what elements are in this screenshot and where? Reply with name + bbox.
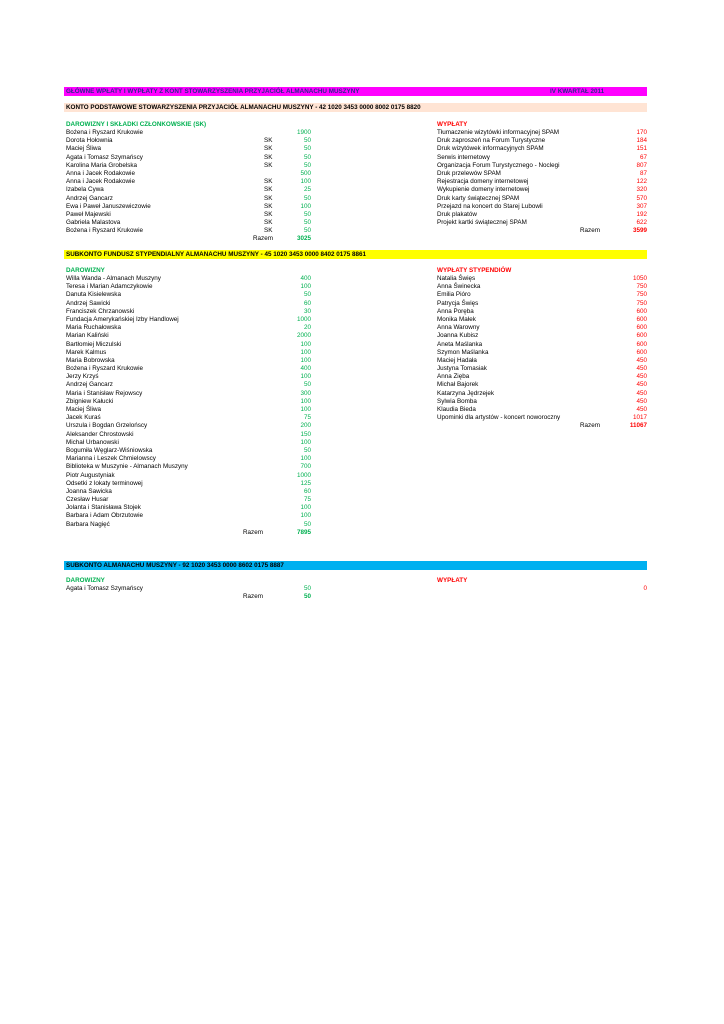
item-name: Justyna Tomasiak <box>437 365 487 373</box>
almanach-payouts-amount: 0 <box>643 585 647 592</box>
list-item <box>66 488 311 496</box>
list-item <box>66 373 311 381</box>
list-item <box>66 186 311 194</box>
item-amount: 750 <box>636 291 647 299</box>
item-name: Bożena i Ryszard Krukowie <box>66 129 143 136</box>
main-account-section <box>66 120 646 250</box>
list-item <box>66 162 311 170</box>
main-payouts-total: 3599 <box>632 227 647 235</box>
item-amount: 750 <box>636 283 647 291</box>
item-amount: 2000 <box>296 332 311 340</box>
item-name: Izabela Cywa <box>66 186 104 194</box>
item-amount: 100 <box>300 397 311 405</box>
almanach-payouts-column <box>437 576 647 593</box>
item-amount: 100 <box>300 504 311 512</box>
item-amount: 700 <box>300 463 311 471</box>
scholarship-account-section <box>66 266 646 546</box>
main-payouts-column <box>437 120 647 235</box>
item-name: Maciej Śliwa <box>66 145 101 153</box>
list-item <box>437 145 647 153</box>
item-name: Klaudia Bieda <box>437 406 476 413</box>
almanach-donations-total: 50 <box>303 593 311 601</box>
scholarship-donations-list <box>66 275 311 529</box>
list-item <box>437 373 647 381</box>
item-amount: 600 <box>636 340 647 348</box>
scholarship-donations-column <box>66 266 311 537</box>
item-amount: 1017 <box>632 414 647 422</box>
list-item <box>66 504 311 512</box>
scholarship-payouts-heading: WYPŁATY STYPENDIÓW <box>437 267 512 274</box>
item-amount: 170 <box>636 129 647 136</box>
item-tag: SK <box>264 145 273 153</box>
item-name: Organizacja Forum Turystycznego - Noclegi <box>437 161 560 169</box>
item-amount: 30 <box>303 307 311 315</box>
list-item <box>66 512 311 520</box>
list-item <box>437 178 647 186</box>
item-amount: 50 <box>303 219 311 227</box>
item-amount: 600 <box>636 315 647 323</box>
item-amount: 750 <box>636 299 647 307</box>
item-amount: 307 <box>636 202 647 210</box>
item-tag: SK <box>264 194 273 202</box>
item-name: Bartłomiej Miczulski <box>66 340 122 348</box>
item-amount: 50 <box>303 446 311 454</box>
item-amount: 50 <box>303 227 311 235</box>
item-amount: 50 <box>303 137 311 145</box>
item-name: Maria Bobrowska <box>66 356 115 364</box>
item-amount: 450 <box>636 373 647 381</box>
item-name: Michał Urbanowski <box>66 438 119 446</box>
almanach-donations-column <box>66 576 311 601</box>
list-item <box>66 431 311 439</box>
item-amount: 1000 <box>296 315 311 323</box>
item-name: Joanna Kubisz <box>437 332 479 340</box>
item-name: Andrzej Gancarz <box>66 194 113 202</box>
main-payouts-heading: WYPŁATY <box>437 121 468 128</box>
item-name: Druk wizytówek informacyjnych SPAM <box>437 145 544 153</box>
almanach-donations-list <box>66 585 311 593</box>
item-name: Karolina Maria Grobelska <box>66 161 138 169</box>
item-name: Maria Ruchałowska <box>66 324 121 332</box>
item-name: Urszula i Bogdan Grzelońscy <box>66 422 148 430</box>
item-amount: 50 <box>303 520 311 528</box>
list-item <box>437 365 647 373</box>
main-donations-heading: DAROWIZNY I SKŁADKI CZŁONKOWSKIE (SK) <box>66 121 207 128</box>
item-name: Paweł Majewski <box>66 210 111 218</box>
list-item <box>437 186 647 194</box>
list-item <box>66 480 311 488</box>
item-amount: 600 <box>636 324 647 332</box>
item-tag: SK <box>264 227 273 235</box>
list-item <box>66 178 311 186</box>
item-amount: 192 <box>636 210 647 218</box>
scholarship-payouts-list <box>437 275 647 422</box>
item-name: Anna Zięba <box>437 373 470 381</box>
item-name: Teresa i Marian Adamczykowie <box>66 283 153 291</box>
item-amount: 450 <box>636 389 647 397</box>
item-amount: 100 <box>300 406 311 413</box>
item-amount: 450 <box>636 381 647 389</box>
list-item <box>437 332 647 340</box>
item-name: Serwis internetowy <box>437 153 490 161</box>
list-item <box>437 137 647 145</box>
item-name: Druk zaproszeń na Forum Turystyczne <box>437 137 546 145</box>
list-item <box>66 308 311 316</box>
item-tag: SK <box>264 186 273 194</box>
list-item <box>437 406 647 414</box>
almanach-donations-heading: DAROWIZNY <box>66 577 105 584</box>
item-amount: 600 <box>636 307 647 315</box>
item-amount: 50 <box>303 145 311 153</box>
item-amount: 807 <box>636 161 647 169</box>
item-amount: 50 <box>303 210 311 218</box>
item-amount: 600 <box>636 332 647 340</box>
list-item <box>66 341 311 349</box>
list-item <box>66 332 311 340</box>
item-tag: SK <box>264 153 273 161</box>
list-item <box>66 381 311 389</box>
main-donations-list <box>66 129 311 235</box>
list-item <box>66 211 311 219</box>
item-name: Michał Bajorek <box>437 381 479 389</box>
item-name: Maciej Hadała <box>437 356 477 364</box>
item-amount: 450 <box>636 406 647 413</box>
item-amount: 450 <box>636 356 647 364</box>
item-amount: 100 <box>300 356 311 364</box>
list-item <box>66 219 311 227</box>
item-amount: 50 <box>303 153 311 161</box>
item-tag: SK <box>264 202 273 210</box>
list-item <box>437 349 647 357</box>
item-amount: 100 <box>300 283 311 291</box>
scholarship-account-title: SUBKONTO FUNDUSZ STYPENDIALNY ALMANACHU MUSZYNY - 45 1020 3453 0000 8402 0175 8861 <box>66 251 367 258</box>
item-name: Wykupienie domeny internetowej <box>437 186 530 194</box>
almanach-donations-total-row <box>66 593 311 601</box>
item-amount: 125 <box>300 479 311 487</box>
item-name: Anna Świnecka <box>437 283 481 291</box>
item-amount: 184 <box>636 137 647 145</box>
item-name: Bogumiła Węglarz-Wiśniowska <box>66 446 153 454</box>
list-item <box>66 154 311 162</box>
item-name: Marian Kaliński <box>66 332 109 340</box>
main-donations-total-row <box>66 235 311 243</box>
item-tag: SK <box>264 178 273 186</box>
item-name: Anna i Jacek Rodakowie <box>66 178 135 186</box>
item-name: Jolanta i Stanisława Stojek <box>66 504 141 512</box>
scholarship-account-bar <box>64 250 647 259</box>
item-amount: 87 <box>639 169 647 177</box>
almanach-account-section <box>66 576 646 606</box>
list-item <box>66 422 311 430</box>
scholarship-donations-total-label: Razem <box>243 528 263 536</box>
item-name: Emilia Pióro <box>437 291 471 299</box>
item-amount: 100 <box>300 348 311 356</box>
scholarship-donations-total-row <box>66 529 311 537</box>
list-item <box>437 414 647 422</box>
almanach-payouts-heading: WYPŁATY <box>437 577 468 584</box>
list-item <box>66 349 311 357</box>
item-name: Monika Małek <box>437 315 476 323</box>
list-item <box>437 203 647 211</box>
list-item <box>66 357 311 365</box>
item-name: Danuta Kisielewska <box>66 291 121 299</box>
list-item <box>437 283 647 291</box>
main-payouts-total-label: Razem <box>580 227 600 235</box>
scholarship-donations-total: 7895 <box>296 528 311 536</box>
item-name: Katarzyna Jędrzejek <box>437 389 495 397</box>
list-item <box>437 154 647 162</box>
list-item <box>66 291 311 299</box>
item-name: Jerzy Krzyś <box>66 373 99 381</box>
item-name: Aleksander Chrostowski <box>66 430 134 438</box>
list-item <box>66 406 311 414</box>
list-item <box>66 227 311 235</box>
list-item <box>437 170 647 178</box>
scholarship-payouts-total-label: Razem <box>580 422 600 430</box>
list-item <box>66 316 311 324</box>
list-item <box>66 414 311 422</box>
main-account-bar <box>64 103 647 112</box>
scholarship-donations-heading: DAROWIZNY <box>66 267 105 274</box>
list-item <box>66 203 311 211</box>
report-title: GŁÓWNE WPŁATY I WYPŁATY Z KONT STOWARZYSZENIA PRZYJACIÓŁ ALMANACHU MUSZYNY <box>66 88 360 95</box>
item-amount: 400 <box>300 275 311 282</box>
scholarship-payouts-total-row <box>437 422 647 430</box>
item-amount: 100 <box>300 202 311 210</box>
item-tag: SK <box>264 161 273 169</box>
main-payouts-total-row <box>437 227 647 235</box>
list-item <box>437 341 647 349</box>
item-amount: 60 <box>303 487 311 495</box>
scholarship-payouts-column <box>437 266 647 431</box>
item-amount: 150 <box>300 430 311 438</box>
item-name: Willa Wanda - Almanach Muszyny <box>66 275 161 282</box>
item-name: Biblioteka w Muszynie - Almanach Muszyny <box>66 463 188 471</box>
list-item <box>66 455 311 463</box>
item-amount: 67 <box>639 153 647 161</box>
item-amount: 570 <box>636 194 647 202</box>
item-name: Anna Poręba <box>437 307 474 315</box>
list-item <box>437 219 647 227</box>
almanach-donations-total-label: Razem <box>243 593 263 601</box>
list-item <box>437 300 647 308</box>
list-item <box>66 324 311 332</box>
item-name: Odsetki z lokaty terminowej <box>66 479 143 487</box>
item-tag: SK <box>264 219 273 227</box>
item-name: Marianna i Leszek Chmielowscy <box>66 455 156 463</box>
item-name: Druk karty świątecznej SPAM <box>437 194 520 202</box>
list-item <box>437 129 647 137</box>
item-name: Druk plakatów <box>437 210 477 218</box>
item-name: Anna i Jacek Rodakowie <box>66 169 135 177</box>
item-amount: 20 <box>303 324 311 332</box>
item-name: Druk przelewów SPAM <box>437 169 501 177</box>
item-amount: 100 <box>300 340 311 348</box>
list-item <box>66 365 311 373</box>
main-donations-total: 3025 <box>296 235 311 243</box>
item-amount: 100 <box>300 512 311 520</box>
item-name: Natalia Święs <box>437 275 476 282</box>
item-amount: 100 <box>300 178 311 186</box>
item-name: Aneta Maślanka <box>437 340 483 348</box>
main-account-title: KONTO PODSTAWOWE STOWARZYSZENIA PRZYJACIÓŁ ALMANACHU MUSZYNY - 42 1020 3453 0000 8002 0175 8820 <box>66 104 421 111</box>
item-name: Franciszek Chrzanowski <box>66 307 135 315</box>
item-name: Agata i Tomasz Szymańscy <box>66 585 143 592</box>
list-item <box>66 463 311 471</box>
list-item <box>66 145 311 153</box>
list-item <box>437 324 647 332</box>
item-name: Andrzej Gancarz <box>66 381 113 389</box>
item-amount: 300 <box>300 389 311 397</box>
list-item <box>66 398 311 406</box>
list-item <box>437 291 647 299</box>
list-item <box>66 390 311 398</box>
list-item <box>66 439 311 447</box>
item-name: Fundacja Amerykańskiej Izby Handlowej <box>66 315 179 323</box>
report-period: IV KWARTAŁ 2011 <box>550 88 605 95</box>
item-amount: 122 <box>636 178 647 186</box>
item-name: Gabriela Malastova <box>66 219 121 227</box>
item-name: Marek Kalmus <box>66 348 107 356</box>
item-name: Jacek Kuraś <box>66 414 101 422</box>
almanach-payouts-row <box>437 585 647 593</box>
item-name: Zbigniew Kałucki <box>66 397 114 405</box>
item-amount: 450 <box>636 397 647 405</box>
scholarship-payouts-total: 11067 <box>629 422 647 430</box>
item-amount: 50 <box>303 194 311 202</box>
item-amount: 25 <box>303 186 311 194</box>
item-name: Bożena i Ryszard Krukowie <box>66 365 143 373</box>
item-name: Barbara Nagięć <box>66 520 110 528</box>
almanach-account-bar <box>64 561 647 570</box>
main-donations-column <box>66 120 311 244</box>
list-item <box>437 308 647 316</box>
list-item <box>437 357 647 365</box>
list-item <box>66 195 311 203</box>
list-item <box>437 195 647 203</box>
item-amount: 60 <box>303 299 311 307</box>
item-name: Dorota Hołownia <box>66 137 113 145</box>
item-name: Czesław Husar <box>66 496 109 504</box>
item-amount: 1050 <box>632 275 647 282</box>
list-item <box>437 162 647 170</box>
item-name: Piotr Augustyniak <box>66 471 115 479</box>
item-amount: 600 <box>636 348 647 356</box>
list-item <box>437 398 647 406</box>
item-name: Maciej Śliwa <box>66 406 101 413</box>
list-item <box>66 300 311 308</box>
item-amount: 200 <box>300 422 311 430</box>
list-item <box>66 170 311 178</box>
item-name: Ewa i Paweł Januszewiczowie <box>66 202 151 210</box>
main-donations-total-label: Razem <box>253 235 273 243</box>
report-header-bar <box>64 87 647 96</box>
item-amount: 622 <box>636 219 647 227</box>
item-tag: SK <box>264 137 273 145</box>
item-amount: 50 <box>303 161 311 169</box>
item-name: Anna Warowny <box>437 324 480 332</box>
list-item <box>66 496 311 504</box>
main-payouts-list <box>437 129 647 227</box>
list-item <box>66 275 311 283</box>
list-item <box>66 129 311 137</box>
item-amount: 500 <box>300 169 311 177</box>
item-name: Projekt kartki świątecznej SPAM <box>437 219 527 227</box>
item-name: Sylwia Bomba <box>437 397 477 405</box>
list-item <box>66 472 311 480</box>
list-item <box>437 211 647 219</box>
item-amount: 100 <box>300 438 311 446</box>
item-name: Upominki dla artystów - koncert noworoczny <box>437 414 561 422</box>
almanach-account-title: SUBKONTO ALMANACHU MUSZYNY - 92 1020 3453 0000 8602 0175 8887 <box>66 562 284 569</box>
list-item <box>66 585 311 593</box>
item-name: Bożena i Ryszard Krukowie <box>66 227 143 235</box>
item-name: Maria i Stanisław Rejowscy <box>66 389 143 397</box>
list-item <box>437 390 647 398</box>
item-amount: 320 <box>636 186 647 194</box>
item-amount: 400 <box>300 365 311 373</box>
item-name: Barbara i Adam Obrzutowie <box>66 512 143 520</box>
list-item <box>437 381 647 389</box>
item-name: Patrycja Święs <box>437 299 479 307</box>
list-item <box>66 137 311 145</box>
item-amount: 151 <box>636 145 647 153</box>
item-name: Agata i Tomasz Szymańscy <box>66 153 143 161</box>
item-amount: 100 <box>300 455 311 463</box>
item-name: Przejazd na koncert do Starej Lubowli <box>437 202 543 210</box>
item-amount: 1000 <box>296 471 311 479</box>
item-amount: 75 <box>303 496 311 504</box>
item-name: Andrzej Sawicki <box>66 299 111 307</box>
item-name: Joanna Sawicka <box>66 487 112 495</box>
list-item <box>437 316 647 324</box>
item-amount: 450 <box>636 365 647 373</box>
list-item <box>66 521 311 529</box>
item-name: Tłumaczenie wizytówki informacyjnej SPAM <box>437 129 560 136</box>
item-tag: SK <box>264 210 273 218</box>
item-amount: 50 <box>303 381 311 389</box>
item-amount: 1900 <box>296 129 311 136</box>
item-amount: 50 <box>303 291 311 299</box>
item-amount: 100 <box>300 373 311 381</box>
list-item <box>66 283 311 291</box>
list-item <box>66 447 311 455</box>
item-amount: 50 <box>303 585 311 592</box>
item-name: Szymon Maślanka <box>437 348 489 356</box>
item-name: Rejestracja domeny internetowej <box>437 178 529 186</box>
list-item <box>437 275 647 283</box>
item-amount: 75 <box>303 414 311 422</box>
